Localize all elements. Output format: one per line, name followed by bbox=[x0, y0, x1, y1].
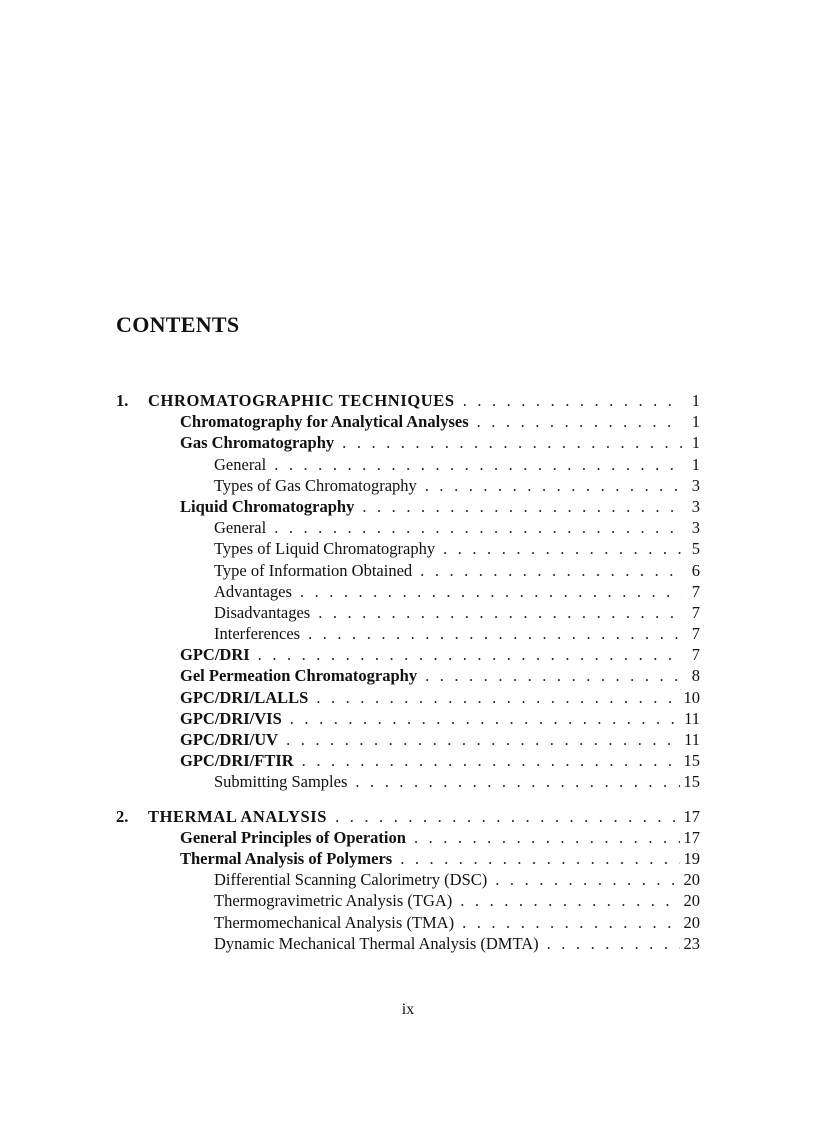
dot-leader bbox=[342, 432, 682, 453]
toc-page-number: 11 bbox=[684, 730, 700, 749]
dot-leader bbox=[425, 665, 682, 686]
toc-subsection-entry bbox=[116, 581, 700, 602]
toc-entry-title: Thermogravimetric Analysis (TGA) bbox=[214, 891, 453, 911]
toc-chapter-entry bbox=[116, 390, 700, 411]
toc-page-number: 15 bbox=[683, 772, 700, 792]
toc-subsection-entry bbox=[116, 602, 700, 623]
toc-subsection-entry bbox=[116, 623, 700, 644]
toc-entry-title: CHROMATOGRAPHIC TECHNIQUES bbox=[148, 391, 455, 410]
dot-leader bbox=[420, 560, 682, 581]
toc-page-number: 1 bbox=[691, 454, 700, 474]
dot-leader bbox=[335, 806, 679, 827]
toc-chapter-entry bbox=[116, 806, 700, 827]
toc-page-number: 5 bbox=[691, 539, 700, 559]
toc-entry-title: Gas Chromatography bbox=[180, 433, 335, 453]
dot-leader bbox=[308, 623, 682, 644]
dot-leader bbox=[300, 581, 682, 602]
page-number-footer: ix bbox=[401, 1001, 415, 1018]
toc-page-number: 1 bbox=[691, 391, 700, 410]
toc-page-number: 23 bbox=[683, 933, 700, 953]
toc-page-number: 17 bbox=[683, 806, 700, 826]
dot-leader bbox=[463, 390, 682, 411]
dot-leader bbox=[547, 933, 680, 954]
toc-page-number: 3 bbox=[691, 518, 700, 538]
toc-page-number: 17 bbox=[683, 827, 700, 847]
dot-leader bbox=[477, 411, 682, 432]
toc-page-number: 10 bbox=[683, 687, 700, 707]
toc-entry-title: Advantages bbox=[214, 581, 292, 601]
toc-page-number: 6 bbox=[691, 560, 700, 580]
toc-section-entry bbox=[116, 665, 700, 686]
table-of-contents bbox=[116, 390, 700, 954]
dot-leader bbox=[425, 475, 682, 496]
toc-page-number: 8 bbox=[691, 666, 700, 686]
toc-entry-title: Thermomechanical Analysis (TMA) bbox=[214, 912, 455, 932]
toc-entry-title: Gel Permeation Chromatography bbox=[180, 666, 418, 686]
toc-section-entry bbox=[116, 432, 700, 453]
toc-entry-title: Type of Information Obtained bbox=[214, 560, 413, 580]
dot-leader bbox=[316, 687, 679, 708]
toc-entry-title: Dynamic Mechanical Thermal Analysis (DMTA) bbox=[214, 933, 539, 953]
toc-entry-title: Chromatography for Analytical Analyses bbox=[180, 412, 469, 432]
toc-entry-title: Differential Scanning Calorimetry (DSC) bbox=[214, 870, 488, 890]
dot-leader bbox=[414, 827, 680, 848]
toc-entry-title: General Principles of Operation bbox=[180, 827, 406, 847]
toc-section-entry bbox=[116, 644, 700, 665]
toc-entry-title: Liquid Chromatography bbox=[180, 496, 355, 516]
toc-entry-title: GPC/DRI/LALLS bbox=[180, 687, 309, 707]
toc-subsection-entry bbox=[116, 560, 700, 581]
dot-leader bbox=[286, 729, 680, 750]
toc-entry-title: General bbox=[214, 518, 267, 538]
toc-subsection-entry bbox=[116, 454, 700, 475]
dot-leader bbox=[355, 771, 679, 792]
toc-section-entry bbox=[116, 750, 700, 771]
toc-entry-title: Types of Gas Chromatography bbox=[214, 475, 417, 495]
toc-entry-title: GPC/DRI/UV bbox=[180, 730, 279, 749]
toc-entry-title: GPC/DRI/FTIR bbox=[180, 751, 294, 771]
dot-leader bbox=[362, 496, 682, 517]
dot-leader bbox=[274, 517, 682, 538]
toc-subsection-entry bbox=[116, 517, 700, 538]
toc-page-number: 7 bbox=[691, 645, 700, 665]
toc-entry-title: Interferences bbox=[214, 624, 301, 644]
toc-entry-title: GPC/DRI bbox=[180, 645, 250, 665]
toc-page-number: 3 bbox=[691, 496, 700, 516]
toc-section-entry bbox=[116, 827, 700, 848]
toc-page-number: 7 bbox=[691, 602, 700, 622]
toc-section-entry bbox=[116, 496, 700, 517]
toc-page-number: 3 bbox=[691, 475, 700, 495]
dot-leader bbox=[290, 708, 680, 729]
dot-leader bbox=[258, 644, 682, 665]
toc-page-number: 7 bbox=[691, 581, 700, 601]
toc-subsection-entry bbox=[116, 771, 700, 792]
toc-page-number: 20 bbox=[683, 891, 700, 911]
toc-page-number: 1 bbox=[691, 412, 700, 432]
toc-section-entry bbox=[116, 687, 700, 708]
toc-section-entry bbox=[116, 848, 700, 869]
dot-leader bbox=[495, 869, 679, 890]
toc-subsection-entry bbox=[116, 890, 700, 911]
toc-section-entry bbox=[116, 411, 700, 432]
toc-subsection-entry bbox=[116, 475, 700, 496]
dot-leader bbox=[274, 454, 682, 475]
toc-page-number: 20 bbox=[683, 912, 700, 932]
toc-entry-title: Submitting Samples bbox=[214, 772, 348, 792]
toc-subsection-entry bbox=[116, 912, 700, 933]
toc-chapter-number: 2. bbox=[116, 806, 129, 826]
toc-subsection-entry bbox=[116, 933, 700, 954]
dot-leader bbox=[460, 890, 679, 911]
toc-page-number: 15 bbox=[683, 751, 700, 771]
toc-subsection-entry bbox=[116, 869, 700, 890]
dot-leader bbox=[302, 750, 680, 771]
toc-page-number: 19 bbox=[683, 848, 700, 868]
page-heading: CONTENTS bbox=[116, 312, 240, 337]
toc-page-number: 20 bbox=[683, 870, 700, 890]
toc-subsection-entry bbox=[116, 538, 700, 559]
toc-entry-title: General bbox=[214, 454, 267, 474]
toc-entry-title: Types of Liquid Chromatography bbox=[214, 539, 436, 559]
toc-entry-title: Disadvantages bbox=[214, 602, 311, 622]
dot-leader bbox=[443, 538, 682, 559]
dot-leader bbox=[400, 848, 679, 869]
toc-section-entry bbox=[116, 729, 700, 750]
toc-entry-title: Thermal Analysis of Polymers bbox=[180, 848, 393, 868]
toc-page-number: 11 bbox=[684, 708, 700, 728]
dot-leader bbox=[462, 912, 679, 933]
dot-leader bbox=[318, 602, 682, 623]
toc-chapter-number: 1. bbox=[116, 391, 129, 410]
toc-section-entry bbox=[116, 708, 700, 729]
toc-page-number: 7 bbox=[691, 624, 700, 644]
toc-entry-title: GPC/DRI/VIS bbox=[180, 708, 282, 728]
toc-page-number: 1 bbox=[691, 433, 700, 453]
toc-entry-title: THERMAL ANALYSIS bbox=[148, 806, 328, 826]
